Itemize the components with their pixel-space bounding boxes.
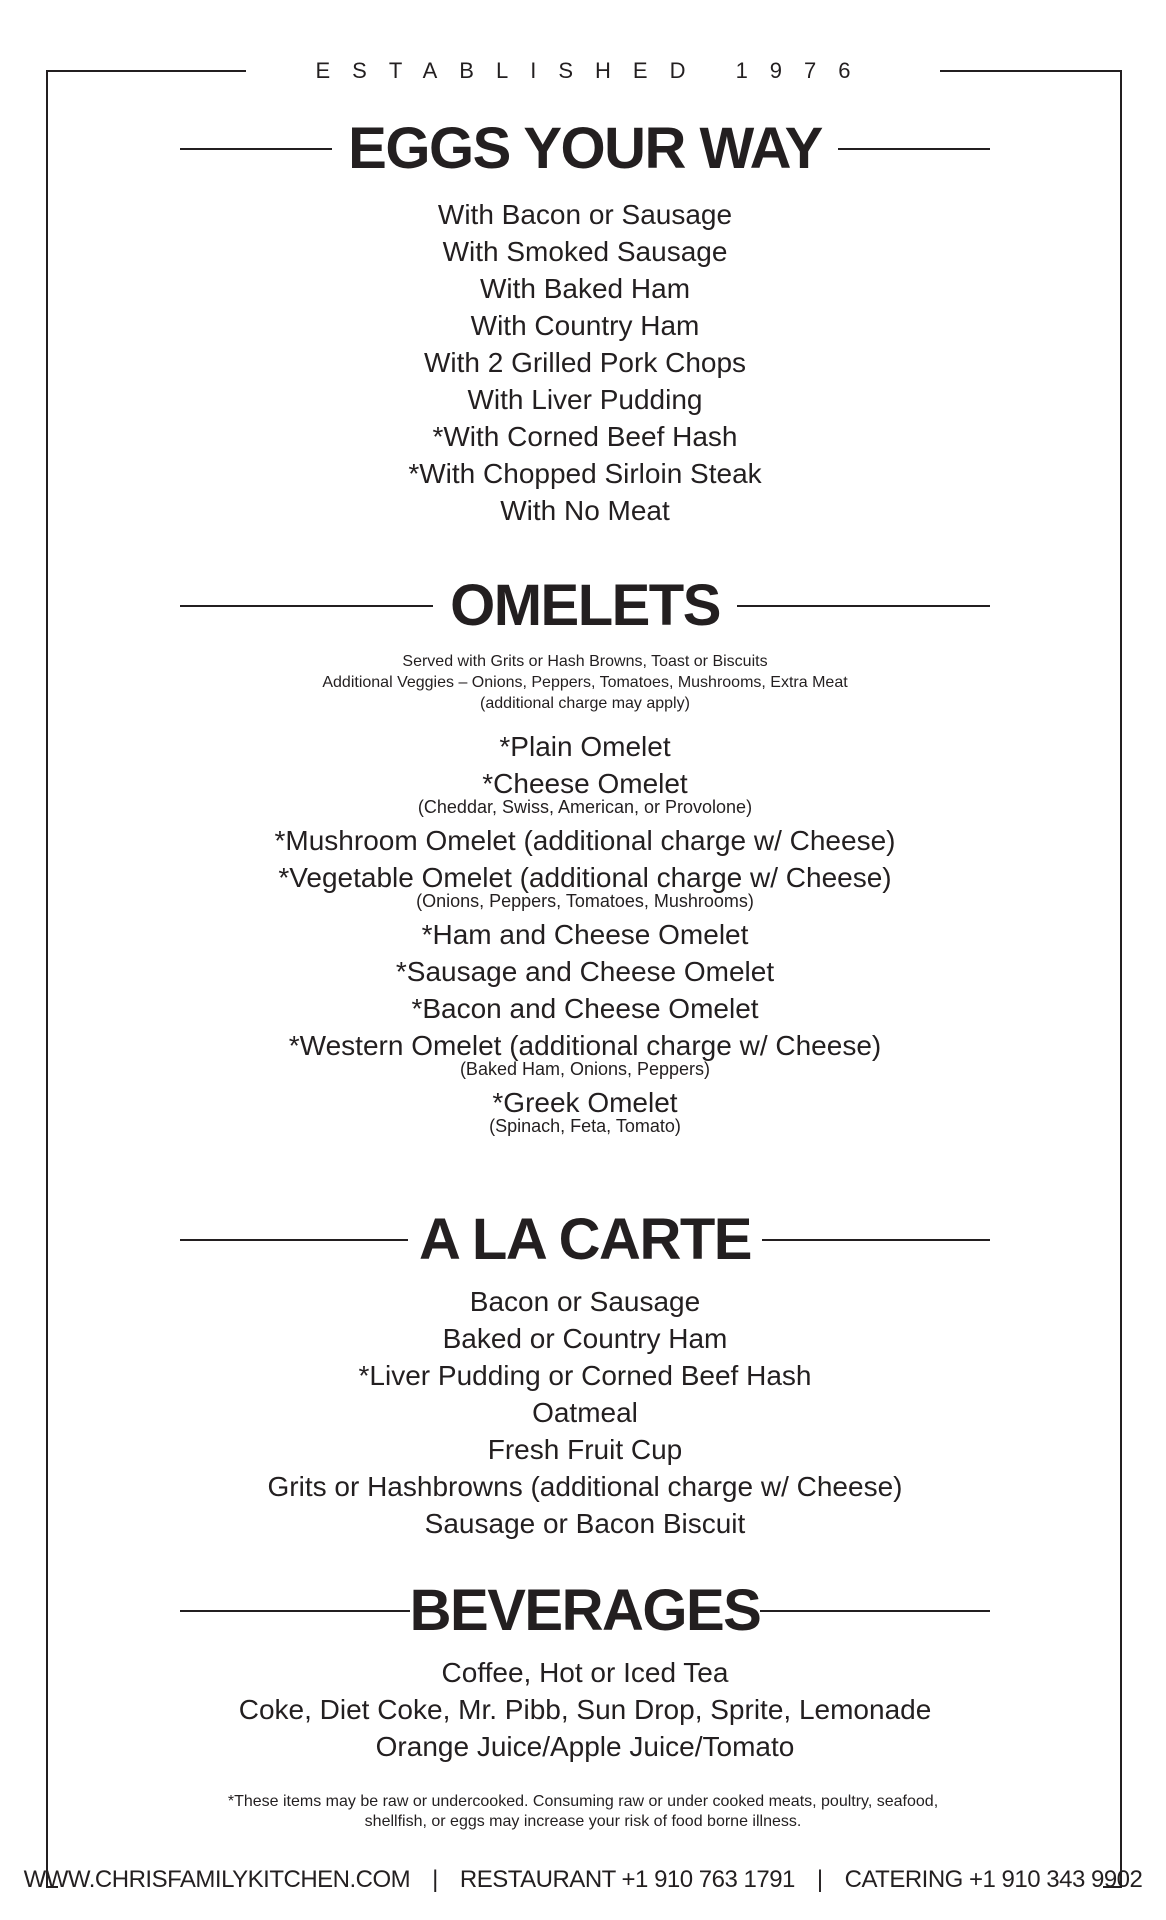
footer	[0, 1865, 1166, 1895]
menu-item: Orange Juice/Apple Juice/Tomato	[375, 1731, 795, 1762]
section-title: OMELETS	[450, 573, 720, 638]
section-eggs	[180, 114, 990, 529]
section-alacarte	[180, 1205, 990, 1542]
section-heading	[180, 571, 990, 641]
menu-item-detail: (Onions, Peppers, Tomatoes, Mushrooms)	[416, 891, 754, 911]
frame-left	[46, 70, 48, 1888]
menu-item: With Liver Pudding	[467, 384, 703, 415]
menu-item: *Greek Omelet	[492, 1087, 678, 1118]
menu-item-detail: (Baked Ham, Onions, Peppers)	[459, 1059, 711, 1079]
menu-item: With Country Ham	[470, 310, 700, 341]
footer-separator: |	[816, 1866, 823, 1893]
footnote-line: shellfish, or eggs may increase your risk of food borne illness.	[364, 1813, 802, 1830]
footnote-line: *These items may be raw or undercooked. Consuming raw or under cooked meats, poultry, seafood,	[227, 1793, 939, 1810]
menu-item: *With Corned Beef Hash	[432, 421, 738, 452]
menu-item: *Liver Pudding or Corned Beef Hash	[358, 1360, 812, 1391]
omelet-note: (additional charge may apply)	[480, 695, 690, 712]
section-omelets	[180, 571, 990, 1141]
established-label: ESTABLISHED 1976	[315, 58, 873, 83]
section-title: BEVERAGES	[409, 1578, 761, 1643]
menu-item: Fresh Fruit Cup	[487, 1434, 683, 1465]
section-title: EGGS YOUR WAY	[348, 116, 822, 181]
menu-item: Baked or Country Ham	[442, 1323, 728, 1354]
menu-item: *Ham and Cheese Omelet	[421, 919, 749, 950]
menu-item: Coffee, Hot or Iced Tea	[441, 1657, 729, 1688]
restaurant-phone[interactable]: RESTAURANT +1 910 763 1791	[459, 1866, 795, 1893]
catering-phone[interactable]: CATERING +1 910 343 9902	[844, 1866, 1143, 1893]
menu-item-detail: (Spinach, Feta, Tomato)	[489, 1116, 681, 1136]
menu-item: *Bacon and Cheese Omelet	[411, 993, 759, 1024]
menu-item: *With Chopped Sirloin Steak	[408, 458, 762, 489]
menu-item: *Plain Omelet	[499, 731, 671, 762]
section-heading	[180, 1576, 990, 1646]
menu-item: With No Meat	[500, 495, 670, 526]
beverage-items	[180, 1654, 990, 1765]
menu-item: With Baked Ham	[479, 273, 691, 304]
section-title: A LA CARTE	[419, 1207, 751, 1272]
menu-item: Coke, Diet Coke, Mr. Pibb, Sun Drop, Sprite, Lemonade	[238, 1694, 932, 1725]
menu-item: With Smoked Sausage	[442, 236, 728, 267]
menu-item-detail: (Cheddar, Swiss, American, or Provolone)	[417, 797, 753, 817]
menu-item: *Vegetable Omelet (additional charge w/ Cheese)	[278, 862, 892, 893]
menu-item: Bacon or Sausage	[469, 1286, 701, 1317]
alacarte-items	[180, 1283, 990, 1542]
section-heading	[180, 1205, 990, 1275]
menu-item: Oatmeal	[532, 1397, 638, 1428]
omelet-items	[180, 728, 990, 1137]
section-heading	[180, 114, 990, 184]
consumer-advisory	[0, 1792, 1166, 1832]
menu-item: Grits or Hashbrowns (additional charge w/ Cheese)	[267, 1471, 903, 1502]
eggs-items	[180, 196, 990, 529]
menu-item: *Mushroom Omelet (additional charge w/ Cheese)	[274, 825, 896, 856]
omelet-notes	[180, 651, 990, 714]
footer-separator: |	[432, 1866, 438, 1893]
menu-item: *Cheese Omelet	[482, 768, 688, 799]
website-link[interactable]: WWW.CHRISFAMILYKITCHEN.COM	[23, 1866, 411, 1893]
omelet-note: Served with Grits or Hash Browns, Toast or Biscuits	[402, 653, 768, 670]
menu-item: With 2 Grilled Pork Chops	[423, 347, 747, 378]
frame-right	[1120, 70, 1122, 1888]
omelet-note: Additional Veggies – Onions, Peppers, Tomatoes, Mushrooms, Extra Meat	[322, 674, 848, 691]
section-beverages	[180, 1576, 990, 1765]
menu-item: Sausage or Bacon Biscuit	[424, 1508, 746, 1539]
menu-item: With Bacon or Sausage	[437, 199, 733, 230]
menu-item: *Western Omelet (additional charge w/ Cheese)	[288, 1030, 882, 1061]
menu-item: *Sausage and Cheese Omelet	[395, 956, 775, 987]
